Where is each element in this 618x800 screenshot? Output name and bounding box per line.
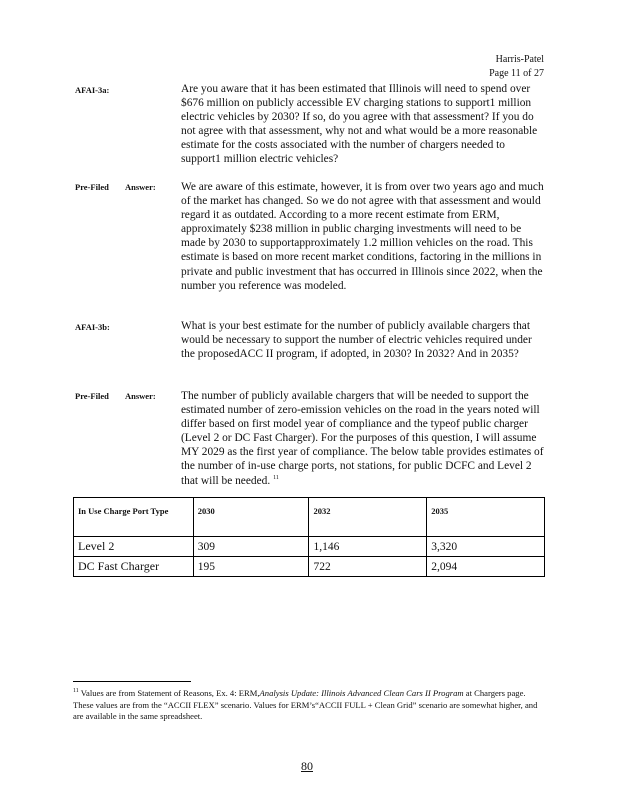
question-3a-text: Are you aware that it has been estimated that Illinois will need to spend over $676 million on publicly accessible EV charging stations to support1 million electric vehicles by 2030? If so, do you agree with that assessment? If you do not agree with that assessment, why not and what would be a more reasonable estimate for the costs associated with the number of chargers needed to support1 million electric vehicles? xyxy=(181,83,538,166)
question-label-3a: AFAI-3a: xyxy=(75,85,110,95)
table-cell: 195 xyxy=(193,557,309,577)
footnote-divider xyxy=(73,681,191,682)
answer-3b-paragraph xyxy=(181,389,544,488)
footnote-number: 11 xyxy=(73,688,79,695)
header-author: Harris-Patel xyxy=(495,54,544,65)
table-cell: 309 xyxy=(193,537,309,557)
table-row xyxy=(74,557,545,577)
table-header-type: In Use Charge Port Type xyxy=(74,498,194,537)
table-cell: Level 2 xyxy=(74,537,194,557)
footnote xyxy=(73,688,545,723)
header-page: Page 11 of 27 xyxy=(489,68,544,79)
answer-label-answer-3a: Answer: xyxy=(125,182,156,192)
table-cell: 2,094 xyxy=(427,557,545,577)
table-header-2032: 2032 xyxy=(309,498,427,537)
footnote-title: Analysis Update: Illinois Advanced Clean Cars II Program xyxy=(259,688,464,698)
answer-label-prefiled-3b: Pre-Filed xyxy=(75,391,109,401)
answer-3a-text: We are aware of this estimate, however, it is from over two years ago and much of the market has changed. So we do not agree with that assessment and would regard it as outdated. According to a more recent estimate from ERM, approximately $238 million in public charging investments will need to be made by 2030 to supportapproximately 1.2 million vehicles on the road. This estimate is based on more recent market conditions, factoring in the millions in private and public investment that has occurred in Illinois since 2022, when the number you reference was modeled. xyxy=(181,181,544,292)
footnote-ref[interactable]: 11 xyxy=(273,474,279,481)
question-label-3b: AFAI-3b: xyxy=(75,322,110,332)
footnote-text-1: Values are from Statement of Reasons, Ex. 4: ERM, xyxy=(78,688,260,698)
table-cell: 722 xyxy=(309,557,427,577)
table-cell: 1,146 xyxy=(309,537,427,557)
table-cell: DC Fast Charger xyxy=(74,557,194,577)
table-header-row xyxy=(74,498,545,537)
answer-label-prefiled-3a: Pre-Filed xyxy=(75,182,109,192)
charge-port-table xyxy=(73,497,545,577)
table-header-2035: 2035 xyxy=(427,498,545,537)
page-number: 80 xyxy=(301,759,313,773)
table-cell: 3,320 xyxy=(427,537,545,557)
answer-label-answer-3b: Answer: xyxy=(125,391,156,401)
question-3b-text: What is your best estimate for the number of publicly available chargers that would be necessary to support the number of electric vehicles required under the proposedACC II program, if adopted, in 2030? In 2032? And in 2035? xyxy=(181,320,532,361)
table-row xyxy=(74,537,545,557)
answer-3b-text: The number of publicly available chargers that will be needed to support the estimated number of zero-emission vehicles on the road in the years noted will differ based on first model year of compliance and the typeof public charger (Level 2 or DC Fast Charger). For the purposes of this question, I will assume MY 2029 as the first year of compliance. The below table provides estimates of the number of in-use charge ports, not stations, for public DCFC and Level 2 that will be needed. xyxy=(181,390,544,487)
footnote-text-2: at Chargers page. These values are from the “ACCII FLEX” scenario. Values for ERM’s“ACCII FULL + Clean Grid” scenario are somewhat higher, and are available in the same spreadsheet. xyxy=(73,688,538,721)
table-header-2030: 2030 xyxy=(193,498,309,537)
